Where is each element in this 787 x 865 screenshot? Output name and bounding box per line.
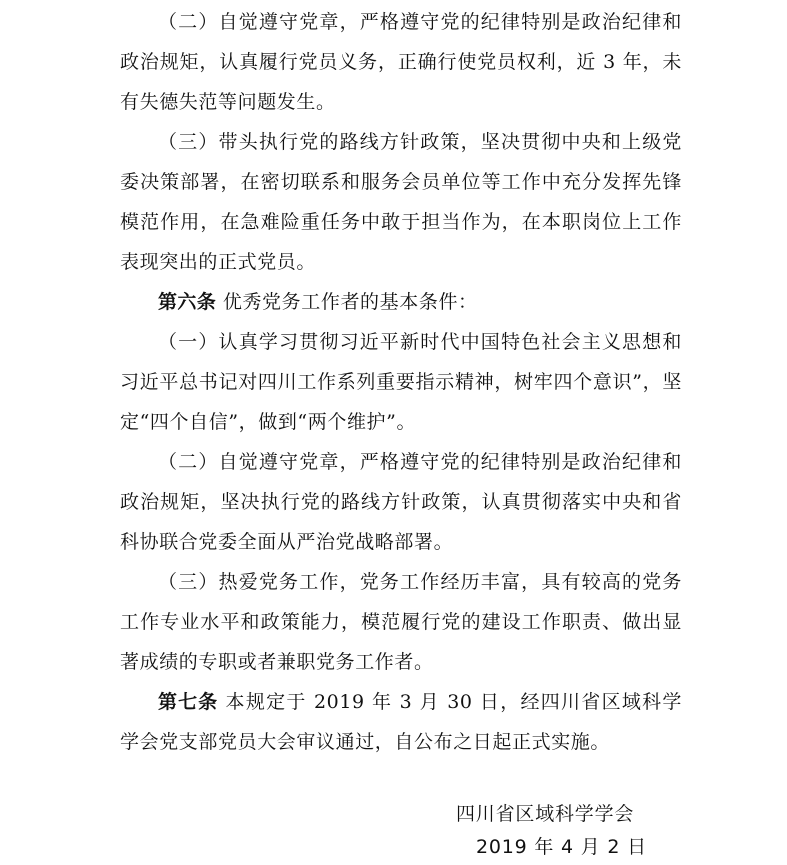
document-body (120, 2, 682, 762)
paragraph-6-1: （一）认真学习贯彻习近平新时代中国特色社会主义思想和习近平总书记对四川工作系列重要指示精神，树牢四个意识”，坚定“四个自信”，做到“两个维护”。 (120, 331, 682, 433)
signature-organization: 四川省区域科学学会 (456, 803, 635, 825)
paragraph-6-3: （三）热爱党务工作，党务工作经历丰富，具有较高的党务工作专业水平和政策能力，模范履行党的建设工作职责、做出显著成绩的专职或者兼职党务工作者。 (120, 571, 682, 673)
article-6 (120, 282, 682, 322)
article-6-title: 第六条 (158, 291, 217, 313)
paragraph-6-2: （二）自觉遵守党章，严格遵守党的纪律特别是政治纪律和政治规矩，坚决执行党的路线方针政策，认真贯彻落实中央和省科协联合党委全面从严治党战略部署。 (120, 451, 682, 553)
article-6-text: 优秀党务工作者的基本条件： (216, 291, 478, 313)
signature-date: 2019 年 4 月 2 日 (476, 836, 647, 858)
article-7-title: 第七条 (158, 691, 219, 713)
paragraph-2-2: （二）自觉遵守党章，严格遵守党的纪律特别是政治纪律和政治规矩，认真履行党员义务，正确行使党员权利，近 3 年，未有失德失范等问题发生。 (120, 11, 682, 113)
article-7 (120, 682, 682, 762)
paragraph-2-3: （三）带头执行党的路线方针政策，坚决贯彻中央和上级党委决策部署，在密切联系和服务会员单位等工作中充分发挥先锋模范作用，在急难险重任务中敢于担当作为，在本职岗位上工作表现突出的正式党员。 (120, 131, 682, 273)
article-7-text: 本规定于 2019 年 3 月 30 日，经四川省区域科学学会党支部党员大会审议通过，自公布之日起正式实施。 (120, 691, 682, 753)
